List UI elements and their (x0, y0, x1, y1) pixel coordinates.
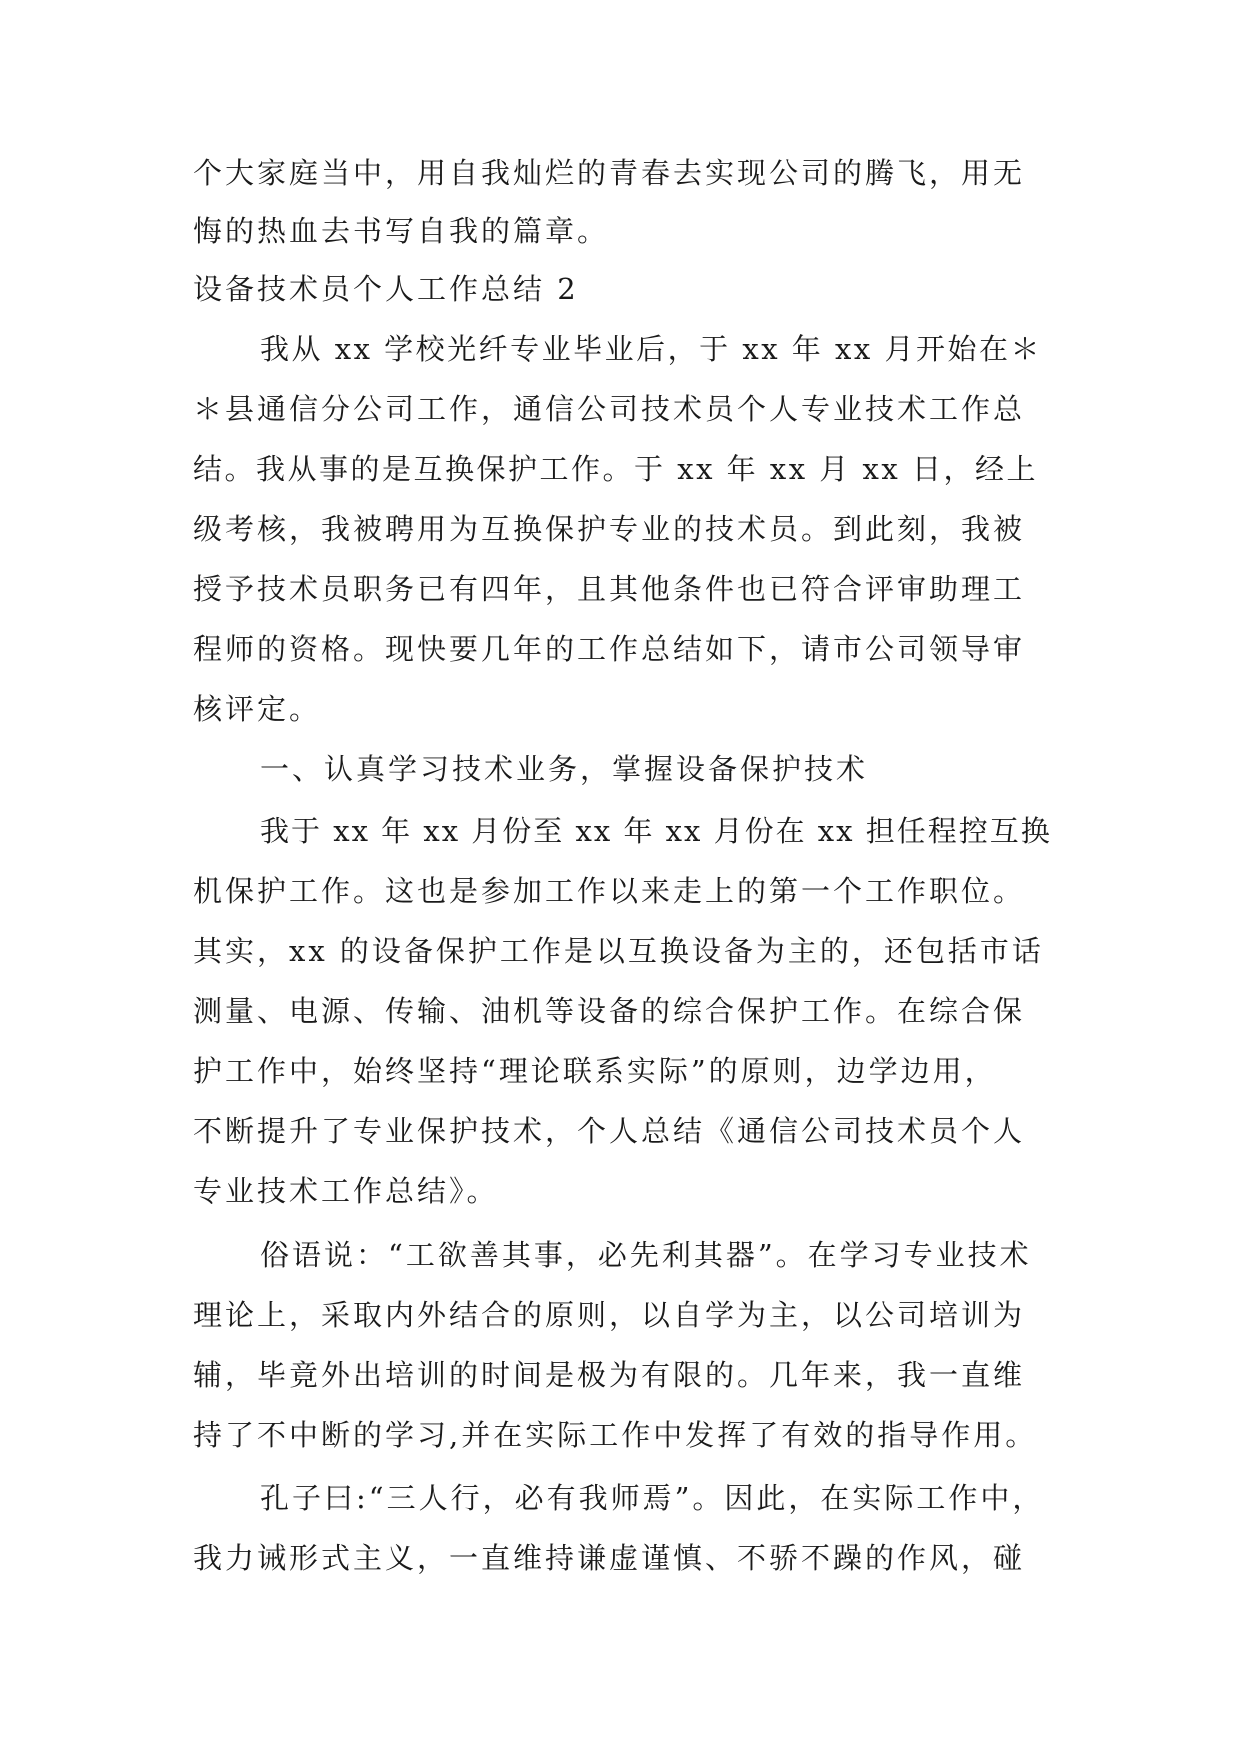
text-line: ＊县通信分公司工作，通信公司技术员个人专业技术工作总 (193, 392, 1026, 426)
section-heading: 设备技术员个人工作总结 2 (193, 272, 579, 306)
text-line: 不断提升了专业保护技术，个人总结《通信公司技术员个人 (193, 1114, 1026, 1148)
text-line: 程师的资格。现快要几年的工作总结如下，请市公司领导审 (193, 632, 1026, 666)
text-line: 机保护工作。这也是参加工作以来走上的第一个工作职位。 (193, 874, 1026, 908)
text-line: 我力诫形式主义，一直维持谦虚谨慎、不骄不躁的作风，碰 (193, 1541, 1026, 1575)
text-line: 持了不中断的学习,并在实际工作中发挥了有效的指导作用。 (193, 1418, 1038, 1452)
text-line: 测量、电源、传输、油机等设备的综合保护工作。在综合保 (193, 994, 1026, 1028)
paragraph-first-line: 我于 xx 年 xx 月份至 xx 年 xx 月份在 xx 担任程控互换 (260, 814, 1052, 848)
text-line: 辅，毕竟外出培训的时间是极为有限的。几年来，我一直维 (193, 1358, 1026, 1392)
text-line: 级考核，我被聘用为互换保护专业的技术员。到此刻，我被 (193, 512, 1026, 546)
text-line: 理论上，采取内外结合的原则，以自学为主，以公司培训为 (193, 1298, 1026, 1332)
paragraph-first-line: 俗语说：“工欲善其事，必先利其器”。在学习专业技术 (260, 1238, 1032, 1272)
text-line: 其实，xx 的设备保护工作是以互换设备为主的，还包括市话 (193, 934, 1044, 968)
text-line: 专业技术工作总结》。 (193, 1174, 499, 1208)
text-line: 核评定。 (193, 692, 322, 726)
text-line: 护工作中，始终坚持“理论联系实际”的原则，边学边用， (193, 1054, 997, 1088)
text-line: 授予技术员职务已有四年，且其他条件也已符合评审助理工 (193, 572, 1026, 606)
subheading: 一、认真学习技术业务，掌握设备保护技术 (260, 752, 869, 786)
text-line: 悔的热血去书写自我的篇章。 (193, 214, 610, 248)
paragraph-first-line: 我从 xx 学校光纤专业毕业后，于 xx 年 xx 月开始在＊ (260, 332, 1042, 366)
text-line: 结。我从事的是互换保护工作。于 xx 年 xx 月 xx 日，经上 (193, 452, 1038, 486)
paragraph-first-line: 孔子曰:“三人行，必有我师焉”。因此，在实际工作中， (260, 1481, 1045, 1515)
text-line: 个大家庭当中，用自我灿烂的青春去实现公司的腾飞，用无 (193, 156, 1026, 190)
